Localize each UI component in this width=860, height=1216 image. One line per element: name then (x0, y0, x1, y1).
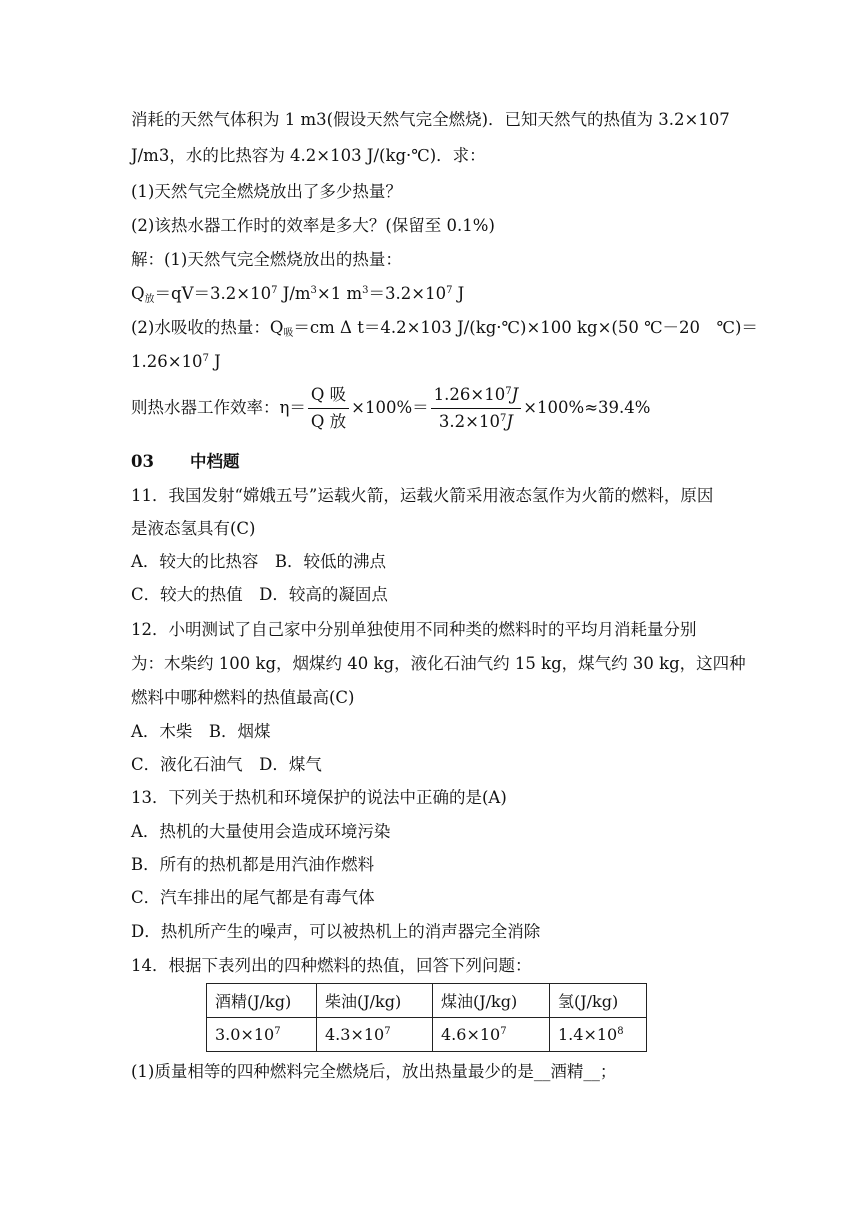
table-header-cell: 柴油(J/kg) (317, 984, 433, 1018)
table-header-cell: 酒精(J/kg) (207, 984, 317, 1018)
table-cell: $3.0\times 10^7$ (207, 1018, 317, 1052)
q12-stem-line2: 为：木柴约 100 kg，烟煤约 40 kg，液化石油气约 15 kg，煤气约 30 kg，这四种 (131, 654, 746, 673)
problem10-question2: (2)该热水器工作时的效率是多大？(保留至 0.1%) (131, 216, 495, 235)
q13-stem: 13．下列关于热机和环境保护的说法中正确的是(A) (131, 788, 507, 807)
q11-options-ab: A．较大的比热容 B．较低的沸点 (131, 552, 387, 571)
problem10-line2: J/m3，水的比热容为 4.2×103 J/(kg·℃)．求： (131, 146, 486, 165)
q12-stem-line1: 12．小明测试了自己家中分别单独使用不同种类的燃料时的平均月消耗量分别 (131, 620, 697, 639)
answer-blank: __酒精__ (533, 1062, 600, 1081)
q11-stem-line1: 11．我国发射“嫦娥五号”运载火箭，运载火箭采用液态氢作为火箭的燃料，原因 (131, 486, 714, 505)
efficiency-formula: 则热水器工作效率：η＝ $\frac{\text{Q 吸}}{\text{Q 放}}$ ×100%＝ $\frac{1.26\times 10^7J}{3.2\times 10^7J}$ ×100%≈39.4% (131, 385, 651, 431)
table-cell: $1.4\times 10^8$ (550, 1018, 647, 1052)
q13-option-d: D．热机所产生的噪声，可以被热机上的消声器完全消除 (131, 922, 541, 941)
q13-option-c: C．汽车排出的尾气都是有毒气体 (131, 888, 375, 907)
table-header-cell: 氢(J/kg) (550, 984, 647, 1018)
q12-options-ab: A．木柴 B．烟煤 (131, 722, 271, 741)
fraction-q-ratio: $\frac{\text{Q 吸}}{\text{Q 放}}$ (308, 385, 349, 432)
q12-options-cd: C．液化石油气 D．煤气 (131, 755, 322, 774)
heat-absorbed-result: $1.26\times 10^7$ J (131, 352, 221, 371)
table-header-cell: 煤油(J/kg) (433, 984, 550, 1018)
section-number: 03 (131, 452, 154, 471)
q12-stem-line3: 燃料中哪种燃料的热值最高(C) (131, 688, 355, 707)
table-cell: $4.3\times 10^7$ (317, 1018, 433, 1052)
fraction-numeric: $\frac{1.26\times 10^7J}{3.2\times 10^7J}$ (431, 385, 522, 432)
heat-absorbed-calculation: (2)水吸收的热量：$Q_吸=cm$ Δ t＝4.2×103 J/(kg·℃)×100 kg×(50 ℃－20 ℃)＝ (131, 318, 758, 339)
table-cell: $4.6\times 10^7$ (433, 1018, 550, 1052)
section-title: 中档题 (189, 452, 240, 471)
heat-released-calculation: $Q_放=qV=3.2\times 10^7$ $J/m^3\times 1$ $m^3=3.2\times 10^7$ J (131, 284, 465, 305)
solution-intro: 解：(1)天然气完全燃烧放出的热量： (131, 250, 402, 269)
fuel-heat-value-table (206, 983, 647, 1052)
q14-sub-question1: (1)质量相等的四种燃料完全燃烧后，放出热量最少的是__酒精__； (131, 1062, 617, 1081)
q11-stem-line2: 是液态氢具有(C) (131, 519, 256, 538)
table-row (207, 1018, 647, 1052)
q13-option-b: B．所有的热机都是用汽油作燃料 (131, 855, 375, 874)
q11-options-cd: C．较大的热值 D．较高的凝固点 (131, 585, 388, 604)
section-heading (131, 450, 732, 474)
q14-stem: 14．根据下表列出的四种燃料的热值，回答下列问题： (131, 956, 532, 975)
problem10-question1: (1)天然气完全燃烧放出了多少热量？ (131, 182, 402, 201)
problem10-line1: 消耗的天然气体积为 1 m3(假设天然气完全燃烧)．已知天然气的热值为 3.2×107 (131, 110, 730, 129)
table-header-row (207, 984, 647, 1018)
q13-option-a: A．热机的大量使用会造成环境污染 (131, 822, 391, 841)
